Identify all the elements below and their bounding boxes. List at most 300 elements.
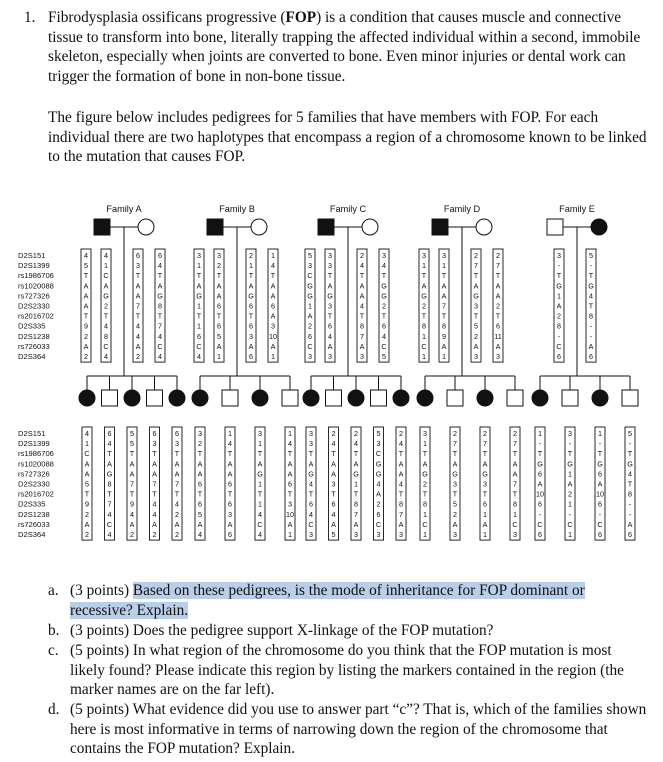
marker-label-top: D2S1399	[18, 261, 50, 271]
allele: A	[627, 519, 633, 529]
allele: A	[83, 291, 89, 301]
allele: A	[327, 281, 333, 291]
allele: T	[327, 311, 333, 321]
affected-child-circle	[592, 390, 608, 406]
allele: 3	[328, 261, 332, 271]
allele: G	[327, 291, 333, 301]
allele: T	[107, 489, 112, 499]
allele: 1	[422, 331, 426, 341]
allele: T	[331, 449, 336, 459]
allele: 2	[382, 301, 386, 311]
allele: G	[307, 281, 313, 291]
family-label: Family A	[106, 204, 142, 214]
allele: 6	[158, 251, 162, 260]
allele: 1	[258, 439, 262, 449]
allele: 7	[152, 479, 157, 489]
allele: C	[375, 449, 382, 459]
allele: C	[381, 341, 387, 351]
allele: A	[174, 459, 180, 469]
allele: 8	[158, 301, 162, 311]
allele: 4	[382, 261, 386, 271]
allele: 2	[483, 429, 487, 438]
family-label: Family D	[443, 204, 481, 214]
allele: 2	[130, 530, 134, 539]
allele: 4	[85, 429, 89, 438]
marker-label-top: D2S151	[18, 251, 46, 260]
allele: T	[567, 449, 573, 459]
allele: 6	[217, 321, 221, 331]
allele: 2	[474, 251, 478, 260]
allele: 5	[85, 479, 89, 489]
allele: A	[473, 281, 479, 291]
allele: T	[157, 311, 163, 321]
allele: 6	[309, 499, 313, 509]
allele: 7	[107, 499, 112, 509]
allele: T	[556, 271, 562, 281]
allele: 6	[228, 499, 232, 509]
allele: T	[129, 489, 135, 499]
allele: 4	[130, 509, 134, 519]
allele: 4	[152, 499, 157, 509]
allele: 3	[198, 429, 202, 438]
allele: T	[227, 449, 233, 459]
allele: 6	[271, 301, 275, 311]
allele: 7	[354, 509, 358, 519]
allele: 3	[483, 479, 487, 489]
allele: 4	[158, 261, 162, 271]
allele: 2	[152, 530, 157, 539]
allele: G	[537, 459, 543, 469]
unaffected-child-square	[102, 390, 118, 406]
allele: 10	[536, 489, 544, 499]
allele: A	[157, 281, 163, 291]
allele: G	[353, 469, 359, 479]
marker-label-bottom: rs1020088	[18, 459, 54, 469]
allele: -	[538, 509, 542, 519]
allele: 2	[84, 331, 88, 341]
allele: 5	[376, 429, 381, 438]
allele: T	[196, 271, 202, 281]
allele: 7	[360, 331, 364, 341]
allele: 4	[354, 439, 358, 449]
allele: 1	[422, 352, 426, 361]
allele: T	[157, 271, 163, 281]
allele: 8	[628, 489, 632, 499]
allele: 1	[271, 352, 275, 361]
allele: A	[376, 489, 381, 499]
allele: 4	[136, 321, 140, 331]
allele: 1	[423, 439, 427, 449]
allele: C	[512, 519, 518, 529]
allele: A	[512, 459, 518, 469]
allele: A	[482, 459, 488, 469]
allele: T	[107, 449, 112, 459]
allele: 1	[85, 439, 89, 449]
allele: T	[248, 271, 254, 281]
allele: 3	[197, 251, 201, 260]
allele: A	[129, 459, 135, 469]
allele: T	[287, 449, 293, 459]
allele: T	[83, 311, 89, 321]
allele: 1	[308, 301, 312, 311]
allele: 1	[258, 479, 262, 489]
allele: 3	[217, 251, 221, 260]
allele: 9	[130, 499, 134, 509]
allele: 1	[104, 261, 108, 271]
allele: T	[422, 449, 428, 459]
allele: A	[83, 281, 89, 291]
allele: C	[157, 341, 163, 351]
allele: 4	[104, 321, 108, 331]
allele: A	[270, 311, 276, 321]
allele: 4	[399, 439, 403, 449]
allele: 10	[286, 509, 294, 519]
allele: 3	[453, 530, 457, 539]
allele: 4	[104, 251, 108, 260]
allele: 1	[598, 429, 602, 438]
allele: 6	[628, 530, 632, 539]
allele: 4	[258, 509, 262, 519]
allele: C	[567, 519, 573, 529]
allele: 1	[568, 469, 572, 479]
allele: 4	[331, 439, 336, 449]
allele: A	[270, 291, 276, 301]
allele: 4	[104, 352, 108, 361]
unaffected-child-square	[282, 390, 298, 406]
allele: A	[441, 341, 447, 351]
allele: A	[174, 519, 180, 529]
allele: 6	[175, 429, 179, 438]
allele: 7	[130, 479, 134, 489]
allele: 8	[399, 499, 403, 509]
allele: 6	[308, 331, 312, 341]
allele: T	[216, 311, 222, 321]
allele: 2	[354, 429, 358, 438]
allele: T	[441, 311, 447, 321]
allele: 6	[107, 429, 112, 438]
allele: 1	[483, 530, 487, 539]
marker-label-top: rs726033	[18, 341, 50, 351]
allele: A	[196, 281, 202, 291]
allele: T	[359, 271, 365, 281]
allele: 2	[422, 301, 426, 311]
affected-child-circle	[192, 390, 208, 406]
allele: T	[627, 479, 633, 489]
allele: 2	[331, 429, 336, 438]
allele: 8	[107, 479, 112, 489]
question-number: 1.	[24, 9, 36, 26]
allele: 7	[513, 439, 517, 449]
allele: 3	[399, 530, 403, 539]
unaffected-mother-circle	[138, 219, 154, 235]
allele: A	[248, 281, 254, 291]
marker-label-top: rs727326	[18, 291, 50, 301]
allele: 2	[85, 530, 89, 539]
allele: 4	[628, 469, 632, 479]
allele: G	[597, 459, 603, 469]
allele: 4	[360, 301, 364, 311]
allele: 3	[422, 251, 426, 260]
allele: T	[452, 449, 458, 459]
allele: A	[512, 469, 518, 479]
allele: A	[441, 281, 447, 291]
allele: 6	[249, 301, 253, 311]
allele: A	[83, 301, 89, 311]
allele: T	[227, 489, 233, 499]
allele: A	[287, 519, 293, 529]
allele: A	[495, 281, 501, 291]
allele: 5	[198, 509, 202, 519]
allele: 4	[309, 479, 313, 489]
affected-child-circle	[169, 390, 185, 406]
allele: A	[84, 459, 90, 469]
allele: A	[197, 519, 203, 529]
affected-mother-circle	[591, 219, 607, 235]
allele: A	[359, 281, 365, 291]
allele: 7	[399, 509, 403, 519]
marker-label-top: D2S335	[18, 321, 46, 331]
allele: 3	[376, 439, 381, 449]
allele: T	[83, 271, 89, 281]
allele: G	[482, 469, 488, 479]
allele: 5	[130, 439, 134, 449]
allele: 6	[228, 479, 232, 489]
allele: -	[628, 499, 632, 509]
allele: 4	[331, 509, 336, 519]
allele: 1	[442, 352, 446, 361]
allele: 5	[453, 499, 457, 509]
allele: T	[588, 271, 594, 281]
question-1	[24, 8, 644, 86]
pedigree-svg	[0, 196, 663, 576]
allele: A	[422, 459, 428, 469]
allele: A	[216, 291, 222, 301]
allele: 8	[354, 499, 358, 509]
allele: 3	[474, 301, 478, 311]
allele: 7	[158, 321, 162, 331]
marker-label-bottom: D2S1238	[18, 509, 50, 519]
allele: 7	[513, 479, 517, 489]
allele: 4	[589, 291, 593, 301]
allele: 4	[158, 352, 162, 361]
allele: C	[421, 341, 427, 351]
allele: T	[257, 489, 263, 499]
allele: A	[287, 459, 293, 469]
allele: 1	[423, 530, 427, 539]
allele: 5	[84, 261, 88, 271]
allele: 1	[422, 261, 426, 271]
allele: G	[248, 291, 254, 301]
allele: 4	[175, 499, 179, 509]
figure-description: The figure below includes pedigrees for 5 families that have members with FOP. For each individual there are two haplotypes that encompass a region of a chromosome known to be linked to the mutation that causes FOP.	[48, 109, 647, 166]
allele: 2	[85, 509, 89, 519]
allele: 6	[538, 499, 542, 509]
allele: T	[270, 271, 276, 281]
allele: 1	[197, 321, 201, 331]
allele: 6	[136, 251, 140, 260]
allele: 6	[249, 321, 253, 331]
allele: A	[270, 341, 276, 351]
allele: T	[482, 489, 488, 499]
allele: A	[216, 341, 222, 351]
allele: 2	[249, 251, 253, 260]
allele: 6	[331, 499, 336, 509]
allele: T	[84, 489, 90, 499]
allele: 8	[442, 321, 446, 331]
marker-label-top: D2S364	[18, 352, 46, 361]
allele: A	[174, 469, 180, 479]
allele: T	[452, 489, 458, 499]
allele: 4	[360, 261, 364, 271]
allele: T	[152, 489, 157, 499]
allele: 3	[152, 439, 157, 449]
allele: A	[227, 469, 233, 479]
allele: C	[103, 341, 109, 351]
allele: C	[597, 519, 603, 529]
allele: 9	[85, 499, 89, 509]
allele: T	[381, 311, 387, 321]
allele: A	[556, 301, 562, 311]
allele: C	[556, 341, 562, 351]
allele: 4	[107, 509, 112, 519]
allele: -	[589, 331, 593, 341]
marker-label-bottom: D2S151	[18, 429, 46, 438]
allele: 3	[496, 352, 500, 361]
allele: 8	[513, 499, 517, 509]
affected-child-circle	[348, 390, 364, 406]
allele: 3	[423, 429, 427, 438]
allele: 4	[197, 352, 201, 361]
allele: 3	[258, 429, 262, 438]
allele: 4	[399, 479, 403, 489]
allele: T	[421, 311, 427, 321]
allele: T	[512, 489, 518, 499]
allele: 4	[288, 439, 292, 449]
allele: 3	[442, 251, 446, 260]
allele: A	[353, 459, 359, 469]
allele: T	[398, 489, 404, 499]
allele: 3	[309, 530, 313, 539]
allele: -	[568, 509, 572, 519]
pedigree-figure	[0, 196, 663, 576]
allele: T	[327, 271, 333, 281]
allele: 2	[474, 331, 478, 341]
allele: T	[287, 489, 293, 499]
allele: 6	[382, 321, 386, 331]
allele: A	[441, 291, 447, 301]
allele: A	[135, 281, 141, 291]
allele: A	[248, 341, 254, 351]
affected-father-square	[432, 219, 448, 235]
allele: 6	[376, 509, 381, 519]
allele: T	[473, 271, 479, 281]
allele: 1	[513, 509, 517, 519]
allele: 2	[423, 479, 427, 489]
allele: 6	[228, 530, 232, 539]
allele: A	[597, 479, 603, 489]
allele: 5	[331, 530, 336, 539]
allele: A	[197, 459, 203, 469]
allele: G	[308, 469, 314, 479]
allele: 3	[309, 429, 313, 438]
allele: -	[598, 509, 602, 519]
allele: -	[557, 261, 561, 271]
allele: 4	[309, 509, 313, 519]
allele: -	[628, 509, 632, 519]
allele: 1	[197, 261, 201, 271]
allele: 2	[496, 251, 500, 260]
allele: 1	[197, 301, 201, 311]
allele: 2	[175, 530, 179, 539]
allele: T	[353, 449, 359, 459]
allele: A	[537, 479, 543, 489]
allele: 1	[538, 429, 542, 438]
allele: 1	[568, 530, 572, 539]
allele: 4	[84, 251, 88, 260]
allele: 3	[331, 479, 336, 489]
allele: 6	[557, 352, 561, 361]
allele: A	[588, 341, 594, 351]
allele: T	[308, 489, 314, 499]
allele: 3	[249, 331, 253, 341]
allele: -	[589, 321, 593, 331]
allele: 2	[496, 301, 500, 311]
allele: 3	[376, 530, 381, 539]
allele: A	[331, 519, 336, 529]
allele: G	[196, 291, 202, 301]
affected-child-circle	[532, 390, 548, 406]
affected-child-circle	[252, 390, 268, 406]
allele: 7	[442, 301, 446, 311]
allele: G	[556, 281, 562, 291]
subquestion-d: d. (5 points) What evidence did you use to answer part “c”? That is, which of the families shown here is most informative in terms of narrowing down the region of the chromosome that contains the FOP mutation? Explain.	[48, 701, 647, 758]
allele: 8	[589, 311, 593, 321]
allele: A	[83, 341, 89, 351]
unaffected-mother-circle	[251, 219, 267, 235]
allele: 1	[568, 499, 572, 509]
allele: 1	[217, 352, 221, 361]
allele: 4	[258, 530, 262, 539]
allele: 3	[271, 321, 275, 331]
allele: A	[129, 519, 135, 529]
allele: 10	[596, 489, 604, 499]
unaffected-father-square	[547, 219, 563, 235]
allele: A	[473, 341, 479, 351]
allele: A	[331, 469, 336, 479]
allele: A	[152, 459, 157, 469]
allele: C	[103, 271, 109, 281]
allele: 2	[453, 509, 457, 519]
allele: C	[84, 449, 90, 459]
allele: -	[589, 261, 593, 271]
allele: 6	[598, 469, 602, 479]
allele: G	[452, 469, 458, 479]
marker-label-top: rs1020088	[18, 281, 54, 291]
allele: A	[84, 469, 90, 479]
allele: T	[197, 449, 203, 459]
allele: A	[287, 469, 293, 479]
allele: 5	[217, 331, 221, 341]
allele: 3	[557, 251, 561, 260]
marker-label-bottom: rs1986706	[18, 449, 54, 459]
allele: 5	[130, 429, 134, 438]
allele: 6	[288, 479, 292, 489]
allele: 1	[423, 509, 427, 519]
subquestion-b: b. (3 points) Does the pedigree support X-linkage of the FOP mutation?	[48, 622, 494, 639]
allele: 3	[453, 479, 457, 489]
allele: A	[107, 459, 112, 469]
allele: T	[588, 301, 594, 311]
